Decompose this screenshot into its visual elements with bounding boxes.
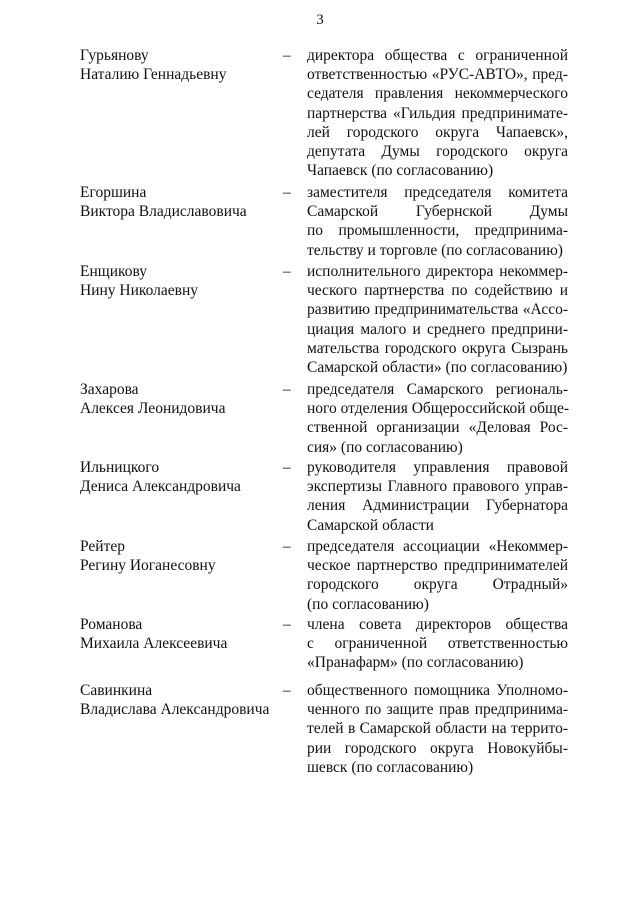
dash-separator: – [283, 682, 291, 699]
position-line: партнерства «Гильдия предпринимате- [307, 104, 568, 122]
position-line: ческое партнерство предпринимателей [307, 557, 568, 575]
member-surname: Енщикову [80, 263, 148, 280]
member-surname: Рейтер [80, 538, 125, 555]
member-given-names: Владислава Александровича [80, 701, 270, 719]
member-surname: Ильницкого [80, 459, 160, 476]
position-line: ления Администрации Губернатора [307, 497, 568, 515]
position-line: сия» (по согласованию) [307, 438, 463, 456]
position-line: шевск (по согласованию) [307, 758, 474, 776]
member-given-names: Алексея Леонидовича [80, 400, 226, 418]
member-given-names: Наталию Геннадьевну [80, 66, 227, 84]
position-line: ческого партнерства по содействию и [307, 282, 568, 300]
member-name [80, 681, 280, 719]
position-line: Самарской области [307, 516, 434, 534]
member-surname: Егоршина [80, 184, 147, 201]
member-given-names: Дениса Александровича [80, 478, 241, 496]
member-name [80, 458, 280, 496]
member-name [80, 262, 280, 300]
member-position [307, 262, 568, 377]
position-line: председателя ассоциации «Некоммер- [307, 538, 568, 555]
dash-separator: – [283, 381, 291, 398]
position-line: лей городского округа Чапаевск», [307, 123, 568, 141]
position-line: развитию предпринимательства «Ассо- [307, 301, 568, 319]
member-given-names: Виктора Владиславовича [80, 203, 247, 221]
page-number: 3 [316, 12, 324, 28]
member-name [80, 46, 280, 84]
position-line: общественного помощника Уполномо- [307, 682, 568, 699]
member-position [307, 537, 568, 614]
member-given-names: Регину Иоганесовну [80, 557, 216, 575]
dash-separator: – [283, 459, 291, 476]
position-line: члена совета директоров общества [307, 616, 568, 633]
dash-separator: – [283, 47, 291, 64]
position-line: экспертизы Главного правового управ- [307, 478, 568, 496]
member-surname: Захарова [80, 381, 139, 398]
dash-separator: – [283, 263, 291, 280]
position-line: руководителя управления правовой [307, 459, 568, 476]
position-line: с ограниченной ответственностью [307, 635, 568, 653]
position-line: ственной организации «Деловая Рос- [307, 419, 568, 437]
member-position [307, 46, 568, 180]
dash-separator: – [283, 538, 291, 555]
position-line: заместителя председателя комитета [307, 184, 568, 201]
member-position [307, 183, 568, 260]
member-surname: Романова [80, 616, 143, 633]
position-line: Чапаевск (по согласованию) [307, 162, 494, 180]
position-line: «Пранафарм» (по согласованию) [307, 654, 524, 672]
position-line: директора общества с ограниченной [307, 47, 568, 64]
position-line: Самарской области» (по согласованию) [307, 359, 568, 377]
position-line: (по согласованию) [307, 595, 429, 613]
member-given-names: Михаила Алексеевича [80, 635, 228, 653]
position-line: председателя Самарского региональ- [307, 381, 568, 398]
position-line: депутата Думы городского округа [307, 143, 568, 161]
position-line: ного отделения Общероссийской обще- [307, 400, 570, 418]
member-name [80, 615, 280, 653]
position-line: седателя правления некоммерческого [307, 85, 568, 103]
position-line: ответственностью «РУС-АВТО», пред- [307, 66, 568, 84]
position-line: по промышленности, предпринима- [307, 222, 568, 240]
position-line: исполнительного директора некоммер- [307, 263, 568, 280]
member-name [80, 537, 280, 575]
member-name [80, 183, 280, 221]
member-position [307, 681, 568, 777]
member-name [80, 380, 280, 418]
position-line: мательства городского округа Сызрань [307, 339, 568, 357]
dash-separator: – [283, 184, 291, 201]
position-line: телей в Самарской области на террито- [307, 720, 568, 738]
member-given-names: Нину Николаевну [80, 282, 199, 300]
dash-separator: – [283, 616, 291, 633]
member-surname: Савинкина [80, 682, 153, 699]
member-surname: Гурьянову [80, 47, 149, 64]
position-line: Самарской Губернской Думы [307, 203, 568, 221]
position-line: рии городского округа Новокуйбы- [307, 739, 568, 757]
member-position [307, 615, 568, 673]
member-position [307, 380, 568, 457]
member-position [307, 458, 568, 535]
position-line: городского округа Отрадный» [307, 576, 568, 594]
position-line: тельству и торговле (по согласованию) [307, 241, 563, 259]
position-line: циация малого и среднего предприни- [307, 320, 568, 338]
position-line: ченного по защите прав предпринима- [307, 701, 568, 719]
